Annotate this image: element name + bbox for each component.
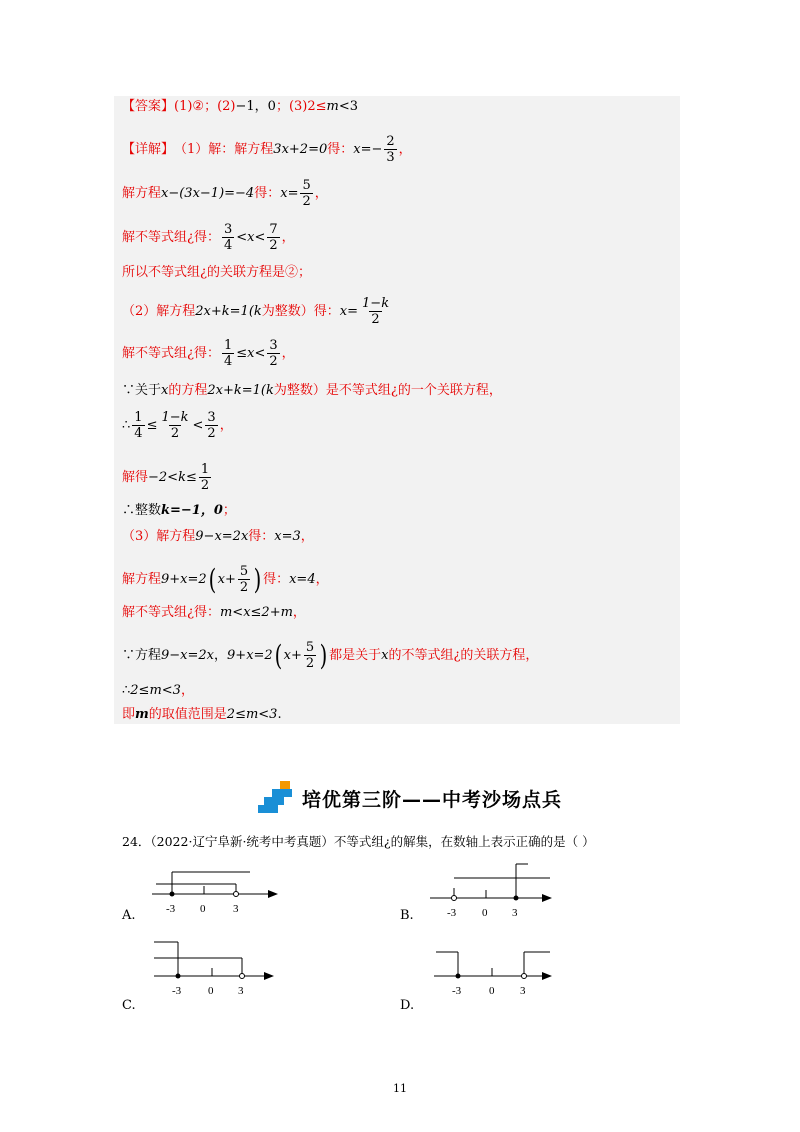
option-c-number-line (150, 938, 280, 998)
fraction: $\frac{1}{2}$ (200, 462, 210, 493)
fraction: $\frac{7}{2}$ (269, 222, 278, 253)
detail-line-10: ∴整数 k=−1，0 ； (122, 503, 236, 518)
fraction: $\frac{1-k}{2}$ (161, 410, 189, 441)
stair-blocks-icon (258, 781, 294, 815)
detail-line-6: 解不等式组¿得： $\frac{1}{4}$ ≤x< $\frac{3}{2}$ ， (122, 338, 295, 369)
option-a-label[interactable]: A. (122, 908, 136, 923)
tick-label: 3 (233, 903, 239, 915)
fraction: $\frac{2}{3}$ (386, 134, 395, 165)
detail-line-9: 解得 −2<k≤ $\frac{1}{2}$ (122, 462, 210, 493)
detail-line-4: 所以不等式组¿的关联方程是②； (122, 265, 311, 280)
fraction: $\frac{3}{2}$ (207, 410, 216, 441)
detail-line-8: ∴ $\frac{1}{4}$ ≤ $\frac{1-k}{2}$ < $\frac{3}{2}$ ， (122, 410, 233, 441)
detail-line-1: 【详解】 （1）解：解方程 3x+2=0 得： x=− $\frac{2}{3}$ ， (122, 134, 412, 165)
tick-label: 0 (489, 985, 495, 997)
section-heading (258, 780, 562, 816)
fraction: $\frac{5}{2}$ (239, 564, 249, 595)
tick-label: 3 (512, 907, 518, 919)
detail-line-14: ∵方程 9−x=2x ， 9+x=2 ( x+ $\frac{5}{2}$ ) 都是关于 x 的不等式组¿的关联方程， (122, 638, 539, 672)
detail-tag: 【详解】 (122, 141, 175, 157)
detail-line-16: 即 m 的取值范围是 2≤m<3 . (122, 707, 282, 722)
option-d-label[interactable]: D. (400, 998, 415, 1013)
answer-tag: 【答案】 (122, 99, 175, 114)
tick-label: -3 (452, 985, 462, 997)
section-title: 培优第三阶——中考沙场点兵 (302, 788, 563, 811)
tick-label: -3 (447, 907, 457, 919)
fraction: $\frac{3}{2}$ (269, 338, 278, 369)
detail-line-11: （3）解方程 9−x=2x 得： x=3 ， (122, 529, 314, 544)
fraction: $\frac{1-k}{2}$ (362, 296, 390, 327)
detail-line-12: 解方程 9+x=2 ( x+ $\frac{5}{2}$ ) 得： x=4 ， (122, 562, 329, 596)
question-text: 24．（2022·辽宁阜新·统考中考真题）不等式组¿的解集，在数轴上表示正确的是（ ） (122, 834, 595, 849)
tick-label: -3 (166, 903, 176, 915)
option-b-label[interactable]: B. (400, 908, 414, 923)
detail-line-7: ∵关于 x 的方程 2x+k=1( k 为整数）是不等式组¿的一个关联方程， (122, 383, 502, 398)
answer-line: 【答案】 (1)②；(2) −1，0 ；(3)2≤ m <3 (122, 99, 359, 114)
question-number: 24． (122, 834, 151, 849)
detail-line-13: 解不等式组¿得： m<x≤2+m ， (122, 605, 306, 620)
tick-label: -3 (172, 985, 182, 997)
option-d-number-line (432, 948, 562, 1000)
option-c-label[interactable]: C. (122, 998, 136, 1013)
page-number: 11 (393, 1082, 407, 1095)
detail-line-3: 解不等式组¿得： $\frac{3}{4}$ <x< $\frac{7}{2}$ ， (122, 222, 295, 253)
fraction: $\frac{5}{2}$ (305, 640, 315, 671)
tick-label: 3 (238, 985, 244, 997)
fraction: $\frac{1}{4}$ (223, 338, 233, 369)
tick-label: 0 (482, 907, 488, 919)
detail-line-2: 解方程 x−(3x−1)=−4 得： x= $\frac{5}{2}$ ， (122, 178, 328, 209)
fraction: $\frac{1}{4}$ (134, 410, 143, 441)
tick-label: 0 (208, 985, 214, 997)
detail-line-15: ∴ 2≤m<3 ， (122, 683, 194, 698)
fraction: $\frac{5}{2}$ (302, 178, 311, 209)
tick-label: 3 (520, 985, 526, 997)
fraction: $\frac{3}{4}$ (223, 222, 233, 253)
tick-label: 0 (200, 903, 206, 915)
option-b-number-line (428, 862, 558, 920)
detail-line-5: （2）解方程 2x+k=1( k 为整数）得： x= $\frac{1-k}{2}$ (122, 296, 390, 327)
option-a-number-line (140, 860, 280, 918)
